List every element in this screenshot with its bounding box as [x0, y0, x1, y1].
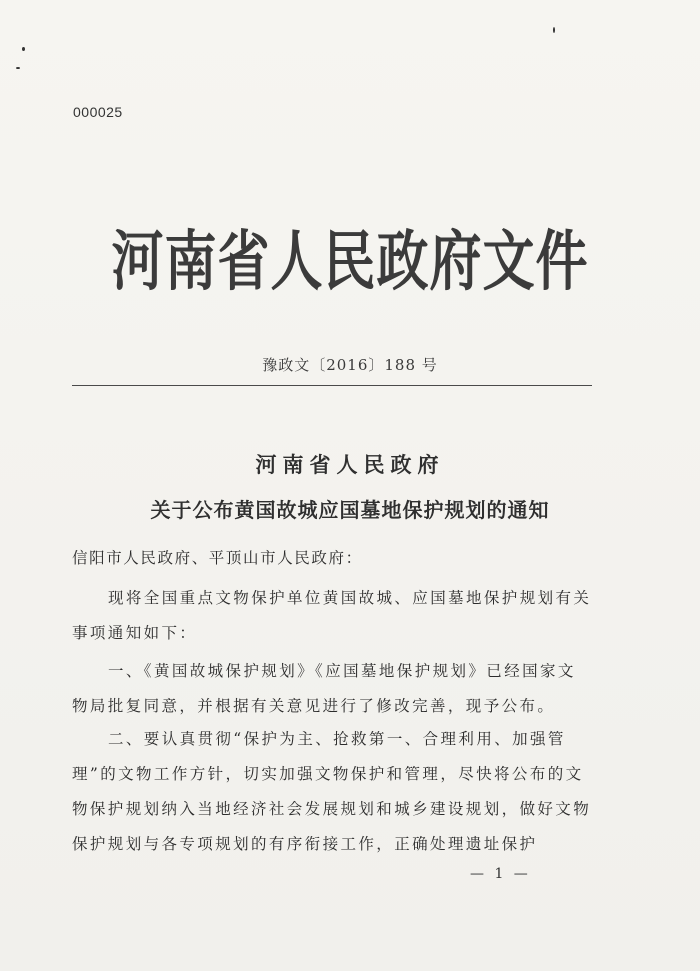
body-paragraph: 一、《黄国故城保护规划》《应国墓地保护规划》已经国家文物局批复同意，并根据有关意见进行了修改完善，现予公布。 [72, 662, 576, 715]
page-number: — 1 — [470, 866, 531, 882]
issuer-header-title: 河南省人民政府文件 [111, 224, 589, 300]
document-number: 豫政文〔2016〕188 号 [262, 356, 438, 374]
header-divider [72, 385, 592, 386]
scan-speck [22, 47, 25, 51]
scan-speck [16, 67, 20, 69]
scan-speck [553, 27, 555, 33]
notice-title-line-2: 关于公布黄国故城应国墓地保护规划的通知 [150, 498, 550, 522]
body-paragraph: 二、要认真贯彻“保护为主、抢救第一、合理利用、加强管理”的文物工作方针，切实加强文物保护和管理，尽快将公布的文物保护规划纳入当地经济社会发展规划和城乡建设规划，做好文物保护规划与各专项规划的有序衔接工作，正确处理遗址保护 [72, 730, 592, 853]
document-id: 000025 [73, 104, 123, 120]
salutation: 信阳市人民政府、平顶山市人民政府： [72, 549, 363, 567]
notice-title-line-1: 河南省人民政府 [255, 452, 445, 477]
body-paragraph: 现将全国重点文物保护单位黄国故城、应国墓地保护规划有关事项通知如下： [72, 589, 592, 642]
